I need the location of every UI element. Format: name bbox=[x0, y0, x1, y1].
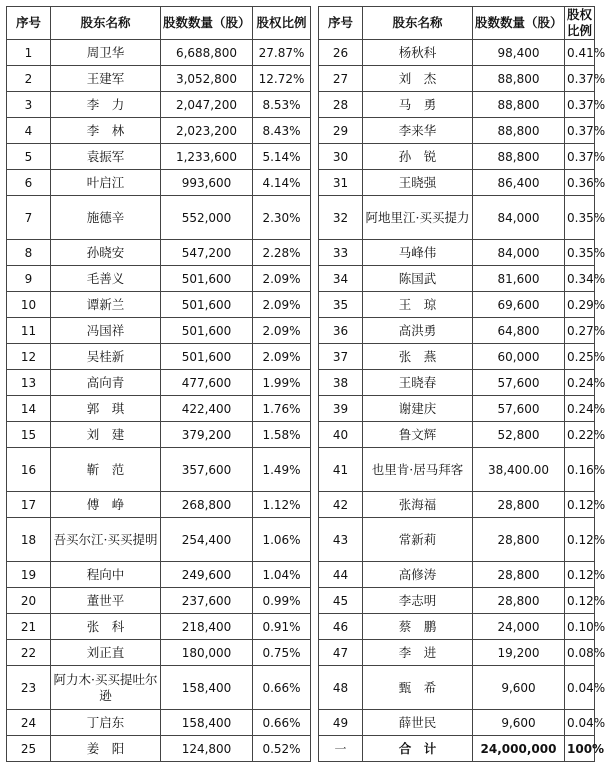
name-cell: 吾买尔江·买买提明 bbox=[51, 518, 161, 562]
name-cell: 王建军 bbox=[51, 66, 161, 92]
shares-cell: 9,600 bbox=[473, 710, 565, 736]
seq-cell: 32 bbox=[319, 196, 363, 240]
column-gap bbox=[311, 666, 319, 710]
shares-cell: 993,600 bbox=[161, 170, 253, 196]
ratio-cell: 1.06% bbox=[253, 518, 311, 562]
shares-cell: 254,400 bbox=[161, 518, 253, 562]
name-cell: 阿力木·买买提吐尔逊 bbox=[51, 666, 161, 710]
ratio-cell: 0.27% bbox=[565, 318, 595, 344]
shares-cell: 6,688,800 bbox=[161, 40, 253, 66]
ratio-cell: 0.36% bbox=[565, 170, 595, 196]
shares-cell: 28,800 bbox=[473, 492, 565, 518]
seq-cell: 6 bbox=[7, 170, 51, 196]
name-cell: 高洪勇 bbox=[363, 318, 473, 344]
ratio-cell: 8.43% bbox=[253, 118, 311, 144]
seq-cell: 48 bbox=[319, 666, 363, 710]
shares-cell: 86,400 bbox=[473, 170, 565, 196]
seq-cell: 24 bbox=[7, 710, 51, 736]
shares-cell: 98,400 bbox=[473, 40, 565, 66]
shares-cell: 28,800 bbox=[473, 562, 565, 588]
table-row bbox=[7, 666, 595, 710]
ratio-cell: 12.72% bbox=[253, 66, 311, 92]
ratio-cell: 0.12% bbox=[565, 588, 595, 614]
column-gap bbox=[311, 588, 319, 614]
name-cell: 袁振军 bbox=[51, 144, 161, 170]
shares-cell: 38,400.00 bbox=[473, 448, 565, 492]
shares-cell: 501,600 bbox=[161, 344, 253, 370]
ratio-cell: 0.10% bbox=[565, 614, 595, 640]
column-gap bbox=[311, 562, 319, 588]
ratio-cell: 2.28% bbox=[253, 240, 311, 266]
table-row bbox=[7, 292, 595, 318]
name-cell: 鲁文辉 bbox=[363, 422, 473, 448]
column-gap bbox=[311, 240, 319, 266]
ratio-cell: 0.35% bbox=[565, 196, 595, 240]
seq-cell: 45 bbox=[319, 588, 363, 614]
ratio-cell: 1.49% bbox=[253, 448, 311, 492]
name-cell: 王晓春 bbox=[363, 370, 473, 396]
ratio-cell: 0.66% bbox=[253, 666, 311, 710]
seq-cell: 一 bbox=[319, 736, 363, 762]
table-row bbox=[7, 588, 595, 614]
table-row bbox=[7, 144, 595, 170]
column-gap bbox=[311, 7, 319, 40]
seq-cell: 22 bbox=[7, 640, 51, 666]
name-cell: 马 勇 bbox=[363, 92, 473, 118]
seq-cell: 49 bbox=[319, 710, 363, 736]
ratio-cell: 1.12% bbox=[253, 492, 311, 518]
seq-cell: 30 bbox=[319, 144, 363, 170]
seq-cell: 38 bbox=[319, 370, 363, 396]
ratio-cell: 0.75% bbox=[253, 640, 311, 666]
header-shares-right: 股数数量（股） bbox=[473, 7, 565, 40]
seq-cell: 39 bbox=[319, 396, 363, 422]
shares-cell: 28,800 bbox=[473, 588, 565, 614]
ratio-cell: 0.08% bbox=[565, 640, 595, 666]
seq-cell: 11 bbox=[7, 318, 51, 344]
shares-cell: 57,600 bbox=[473, 396, 565, 422]
ratio-cell: 0.04% bbox=[565, 710, 595, 736]
ratio-cell: 2.09% bbox=[253, 292, 311, 318]
seq-cell: 7 bbox=[7, 196, 51, 240]
table-row bbox=[7, 266, 595, 292]
column-gap bbox=[311, 144, 319, 170]
seq-cell: 25 bbox=[7, 736, 51, 762]
ratio-cell: 0.37% bbox=[565, 92, 595, 118]
name-cell: 姜 阳 bbox=[51, 736, 161, 762]
name-cell: 程向中 bbox=[51, 562, 161, 588]
shares-cell: 249,600 bbox=[161, 562, 253, 588]
seq-cell: 4 bbox=[7, 118, 51, 144]
seq-cell: 23 bbox=[7, 666, 51, 710]
seq-cell: 31 bbox=[319, 170, 363, 196]
table-row bbox=[7, 562, 595, 588]
column-gap bbox=[311, 118, 319, 144]
name-cell: 张 燕 bbox=[363, 344, 473, 370]
name-cell: 张 科 bbox=[51, 614, 161, 640]
seq-cell: 21 bbox=[7, 614, 51, 640]
ratio-cell: 5.14% bbox=[253, 144, 311, 170]
ratio-cell: 0.29% bbox=[565, 292, 595, 318]
name-cell: 靳 范 bbox=[51, 448, 161, 492]
shares-cell: 84,000 bbox=[473, 240, 565, 266]
table-row bbox=[7, 448, 595, 492]
seq-cell: 34 bbox=[319, 266, 363, 292]
table-row bbox=[7, 736, 595, 762]
table-row bbox=[7, 518, 595, 562]
shares-cell: 84,000 bbox=[473, 196, 565, 240]
column-gap bbox=[311, 92, 319, 118]
ratio-cell: 0.35% bbox=[565, 240, 595, 266]
name-cell: 董世平 bbox=[51, 588, 161, 614]
header-name-right: 股东名称 bbox=[363, 7, 473, 40]
ratio-cell: 8.53% bbox=[253, 92, 311, 118]
shares-cell: 552,000 bbox=[161, 196, 253, 240]
seq-cell: 43 bbox=[319, 518, 363, 562]
header-ratio-left: 股权比例 bbox=[253, 7, 311, 40]
header-row bbox=[7, 7, 595, 40]
column-gap bbox=[311, 614, 319, 640]
seq-cell: 47 bbox=[319, 640, 363, 666]
ratio-cell: 0.52% bbox=[253, 736, 311, 762]
table-row bbox=[7, 40, 595, 66]
name-cell: 丁启东 bbox=[51, 710, 161, 736]
ratio-cell: 2.09% bbox=[253, 318, 311, 344]
table-row bbox=[7, 396, 595, 422]
shares-cell: 124,800 bbox=[161, 736, 253, 762]
name-cell: 李志明 bbox=[363, 588, 473, 614]
name-cell: 阿地里江·买买提力 bbox=[363, 196, 473, 240]
shares-cell: 81,600 bbox=[473, 266, 565, 292]
seq-cell: 29 bbox=[319, 118, 363, 144]
ratio-cell: 4.14% bbox=[253, 170, 311, 196]
name-cell: 郭 琪 bbox=[51, 396, 161, 422]
table-row bbox=[7, 614, 595, 640]
name-cell: 马峰伟 bbox=[363, 240, 473, 266]
ratio-cell: 0.41% bbox=[565, 40, 595, 66]
seq-cell: 36 bbox=[319, 318, 363, 344]
table-row bbox=[7, 422, 595, 448]
name-cell: 刘正直 bbox=[51, 640, 161, 666]
ratio-cell: 1.76% bbox=[253, 396, 311, 422]
shares-cell: 88,800 bbox=[473, 92, 565, 118]
name-cell: 周卫华 bbox=[51, 40, 161, 66]
seq-cell: 46 bbox=[319, 614, 363, 640]
ratio-cell: 0.22% bbox=[565, 422, 595, 448]
column-gap bbox=[311, 518, 319, 562]
seq-cell: 2 bbox=[7, 66, 51, 92]
seq-cell: 27 bbox=[319, 66, 363, 92]
ratio-cell: 0.37% bbox=[565, 144, 595, 170]
shares-cell: 57,600 bbox=[473, 370, 565, 396]
header-name-left: 股东名称 bbox=[51, 7, 161, 40]
ratio-cell: 0.34% bbox=[565, 266, 595, 292]
seq-cell: 14 bbox=[7, 396, 51, 422]
shares-cell: 501,600 bbox=[161, 266, 253, 292]
shares-cell: 52,800 bbox=[473, 422, 565, 448]
seq-cell: 3 bbox=[7, 92, 51, 118]
seq-cell: 40 bbox=[319, 422, 363, 448]
ratio-cell: 0.16% bbox=[565, 448, 595, 492]
ratio-cell: 1.04% bbox=[253, 562, 311, 588]
total-shares: 24,000,000 bbox=[473, 736, 565, 762]
name-cell: 毛善义 bbox=[51, 266, 161, 292]
seq-cell: 20 bbox=[7, 588, 51, 614]
seq-cell: 10 bbox=[7, 292, 51, 318]
seq-cell: 26 bbox=[319, 40, 363, 66]
table-row bbox=[7, 710, 595, 736]
name-cell: 冯国祥 bbox=[51, 318, 161, 344]
shares-cell: 3,052,800 bbox=[161, 66, 253, 92]
seq-cell: 12 bbox=[7, 344, 51, 370]
name-cell: 谢建庆 bbox=[363, 396, 473, 422]
column-gap bbox=[311, 66, 319, 92]
name-cell: 王 琼 bbox=[363, 292, 473, 318]
ratio-cell: 2.09% bbox=[253, 266, 311, 292]
seq-cell: 1 bbox=[7, 40, 51, 66]
shares-cell: 69,600 bbox=[473, 292, 565, 318]
shares-cell: 218,400 bbox=[161, 614, 253, 640]
name-cell: 叶启江 bbox=[51, 170, 161, 196]
column-gap bbox=[311, 370, 319, 396]
shares-cell: 547,200 bbox=[161, 240, 253, 266]
seq-cell: 37 bbox=[319, 344, 363, 370]
seq-cell: 13 bbox=[7, 370, 51, 396]
name-cell: 常新莉 bbox=[363, 518, 473, 562]
seq-cell: 5 bbox=[7, 144, 51, 170]
column-gap bbox=[311, 266, 319, 292]
name-cell: 蔡 鹏 bbox=[363, 614, 473, 640]
ratio-cell: 1.99% bbox=[253, 370, 311, 396]
column-gap bbox=[311, 196, 319, 240]
shares-cell: 237,600 bbox=[161, 588, 253, 614]
table-row bbox=[7, 66, 595, 92]
name-cell: 施德辛 bbox=[51, 196, 161, 240]
ratio-cell: 0.12% bbox=[565, 492, 595, 518]
column-gap bbox=[311, 492, 319, 518]
column-gap bbox=[311, 736, 319, 762]
name-cell: 高修涛 bbox=[363, 562, 473, 588]
header-shares-left: 股数数量（股） bbox=[161, 7, 253, 40]
column-gap bbox=[311, 170, 319, 196]
ratio-cell: 2.09% bbox=[253, 344, 311, 370]
shares-cell: 2,047,200 bbox=[161, 92, 253, 118]
shares-cell: 180,000 bbox=[161, 640, 253, 666]
shares-cell: 357,600 bbox=[161, 448, 253, 492]
ratio-cell: 0.04% bbox=[565, 666, 595, 710]
ratio-cell: 0.37% bbox=[565, 118, 595, 144]
column-gap bbox=[311, 422, 319, 448]
name-cell: 也里肯·居马拜客 bbox=[363, 448, 473, 492]
ratio-cell: 2.30% bbox=[253, 196, 311, 240]
name-cell: 刘 建 bbox=[51, 422, 161, 448]
shares-cell: 477,600 bbox=[161, 370, 253, 396]
shares-cell: 64,800 bbox=[473, 318, 565, 344]
shares-cell: 158,400 bbox=[161, 710, 253, 736]
name-cell: 杨秋科 bbox=[363, 40, 473, 66]
header-ratio-right: 股权比例 bbox=[565, 7, 595, 40]
seq-cell: 41 bbox=[319, 448, 363, 492]
ratio-cell: 1.58% bbox=[253, 422, 311, 448]
seq-cell: 28 bbox=[319, 92, 363, 118]
name-cell: 李 林 bbox=[51, 118, 161, 144]
ratio-cell: 0.24% bbox=[565, 396, 595, 422]
table-row bbox=[7, 640, 595, 666]
ratio-cell: 0.66% bbox=[253, 710, 311, 736]
seq-cell: 42 bbox=[319, 492, 363, 518]
name-cell: 李 进 bbox=[363, 640, 473, 666]
name-cell: 吴桂新 bbox=[51, 344, 161, 370]
column-gap bbox=[311, 640, 319, 666]
shares-cell: 9,600 bbox=[473, 666, 565, 710]
ratio-cell: 27.87% bbox=[253, 40, 311, 66]
seq-cell: 19 bbox=[7, 562, 51, 588]
shares-cell: 88,800 bbox=[473, 66, 565, 92]
shares-cell: 268,800 bbox=[161, 492, 253, 518]
header-seq-left: 序号 bbox=[7, 7, 51, 40]
name-cell: 陈国武 bbox=[363, 266, 473, 292]
column-gap bbox=[311, 318, 319, 344]
ratio-cell: 0.25% bbox=[565, 344, 595, 370]
shareholder-table-page bbox=[6, 6, 605, 762]
name-cell: 高向青 bbox=[51, 370, 161, 396]
header-seq-right: 序号 bbox=[319, 7, 363, 40]
table-row bbox=[7, 370, 595, 396]
table-row bbox=[7, 196, 595, 240]
table-row bbox=[7, 318, 595, 344]
name-cell: 谭新兰 bbox=[51, 292, 161, 318]
shares-cell: 501,600 bbox=[161, 292, 253, 318]
name-cell: 孙晓安 bbox=[51, 240, 161, 266]
seq-cell: 35 bbox=[319, 292, 363, 318]
column-gap bbox=[311, 710, 319, 736]
seq-cell: 33 bbox=[319, 240, 363, 266]
name-cell: 孙 锐 bbox=[363, 144, 473, 170]
total-label: 合 计 bbox=[363, 736, 473, 762]
seq-cell: 17 bbox=[7, 492, 51, 518]
table-row bbox=[7, 92, 595, 118]
column-gap bbox=[311, 292, 319, 318]
name-cell: 张海福 bbox=[363, 492, 473, 518]
shares-cell: 19,200 bbox=[473, 640, 565, 666]
seq-cell: 9 bbox=[7, 266, 51, 292]
shares-cell: 88,800 bbox=[473, 118, 565, 144]
shares-cell: 2,023,200 bbox=[161, 118, 253, 144]
ratio-cell: 0.91% bbox=[253, 614, 311, 640]
ratio-cell: 0.99% bbox=[253, 588, 311, 614]
seq-cell: 44 bbox=[319, 562, 363, 588]
table-row bbox=[7, 240, 595, 266]
shares-cell: 422,400 bbox=[161, 396, 253, 422]
name-cell: 刘 杰 bbox=[363, 66, 473, 92]
name-cell: 王晓强 bbox=[363, 170, 473, 196]
ratio-cell: 0.12% bbox=[565, 518, 595, 562]
shareholder-table bbox=[6, 6, 605, 762]
shares-cell: 1,233,600 bbox=[161, 144, 253, 170]
shares-cell: 24,000 bbox=[473, 614, 565, 640]
ratio-cell: 0.24% bbox=[565, 370, 595, 396]
seq-cell: 15 bbox=[7, 422, 51, 448]
name-cell: 李 力 bbox=[51, 92, 161, 118]
name-cell: 李来华 bbox=[363, 118, 473, 144]
table-row bbox=[7, 492, 595, 518]
seq-cell: 8 bbox=[7, 240, 51, 266]
column-gap bbox=[311, 40, 319, 66]
shares-cell: 158,400 bbox=[161, 666, 253, 710]
name-cell: 傅 峥 bbox=[51, 492, 161, 518]
table-row bbox=[7, 344, 595, 370]
column-gap bbox=[311, 396, 319, 422]
shares-cell: 379,200 bbox=[161, 422, 253, 448]
shares-cell: 60,000 bbox=[473, 344, 565, 370]
seq-cell: 16 bbox=[7, 448, 51, 492]
name-cell: 甄 希 bbox=[363, 666, 473, 710]
seq-cell: 18 bbox=[7, 518, 51, 562]
ratio-cell: 0.12% bbox=[565, 562, 595, 588]
shares-cell: 28,800 bbox=[473, 518, 565, 562]
total-ratio: 100% bbox=[565, 736, 595, 762]
name-cell: 薛世民 bbox=[363, 710, 473, 736]
table-row bbox=[7, 118, 595, 144]
column-gap bbox=[311, 448, 319, 492]
column-gap bbox=[311, 344, 319, 370]
shares-cell: 88,800 bbox=[473, 144, 565, 170]
ratio-cell: 0.37% bbox=[565, 66, 595, 92]
table-row bbox=[7, 170, 595, 196]
shares-cell: 501,600 bbox=[161, 318, 253, 344]
